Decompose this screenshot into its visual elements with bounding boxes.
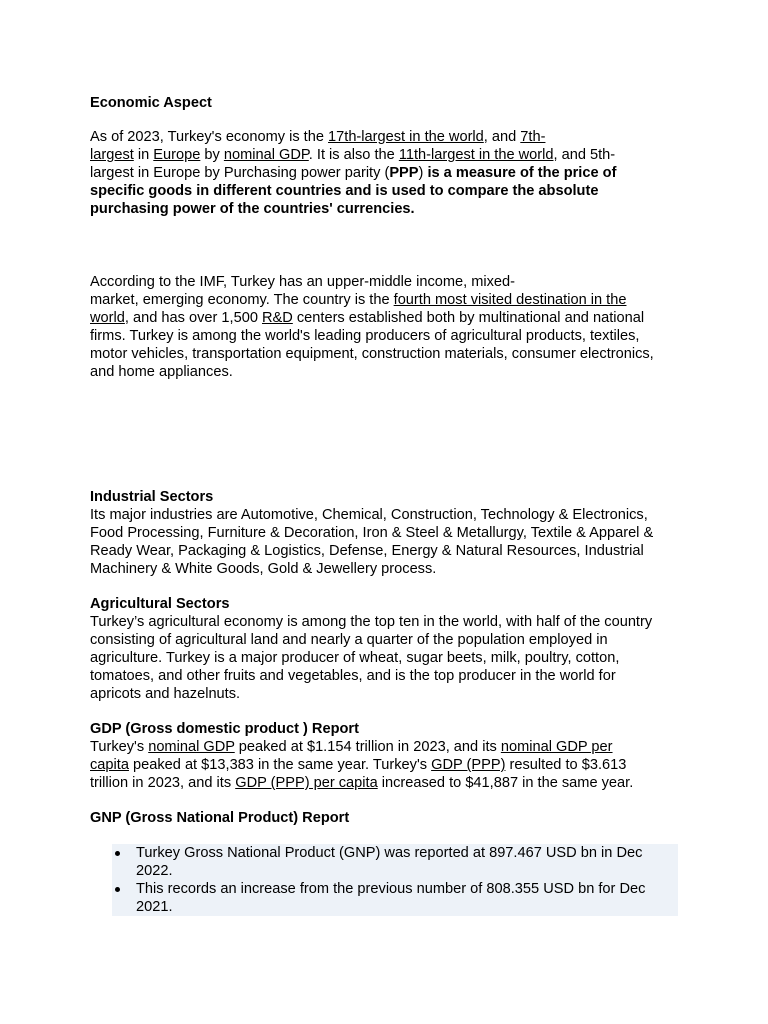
text: resulted to $3.613 (505, 757, 627, 773)
gnp-bullet-list (112, 844, 678, 916)
link-17th-largest[interactable]: 17th-largest in the world (328, 129, 484, 145)
text: . It is also the (308, 147, 399, 163)
heading-agricultural-sectors: Agricultural Sectors (90, 596, 230, 612)
text-line: Turkey Gross National Product (GNP) was reported at 897.467 USD bn in Dec (136, 845, 643, 861)
text-line: 2022. (136, 863, 173, 879)
text-line: motor vehicles, transportation equipment, construction materials, consumer electronics, (90, 346, 654, 362)
text: increased to $41,887 in the same year. (377, 775, 634, 791)
section-gdp-report (90, 720, 680, 792)
text-line: Its major industries are Automotive, Chemical, Construction, Technology & Electronics, (90, 507, 648, 523)
text-line: This records an increase from the previous number of 808.355 USD bn for Dec (136, 881, 646, 897)
text: market, emerging economy. The country is the (90, 292, 394, 308)
link-gdp-ppp-per-capita[interactable]: GDP (PPP) per capita (235, 775, 378, 791)
text-line: tomatoes, and other fruits and vegetables, and is the top producer in the world for (90, 668, 616, 684)
bold-text: specific goods in different countries and is used to compare the absolute (90, 183, 599, 199)
text-line: Machinery & White Goods, Gold & Jewellery process. (90, 561, 437, 577)
heading-gdp-report: GDP (Gross domestic product ) Report (90, 721, 359, 737)
text-line: According to the IMF, Turkey has an upper-middle income, mixed- (90, 274, 516, 290)
link-europe[interactable]: Europe (153, 147, 201, 163)
link-nominal-gdp-per-capita-part1[interactable]: nominal GDP per (500, 739, 613, 755)
text-line: firms. Turkey is among the world's leading producers of agricultural products, textiles, (90, 328, 640, 344)
link-nominal-gdp[interactable]: nominal GDP (148, 739, 235, 755)
text: trillion in 2023, and its (90, 775, 236, 791)
text: Turkey's (90, 739, 149, 755)
text: centers established both by multinational and national (292, 310, 645, 326)
heading-gnp-report: GNP (Gross National Product) Report (90, 810, 350, 826)
bold-text: purchasing power of the countries' currencies. (90, 201, 415, 217)
link-rnd[interactable]: R&D (262, 310, 293, 326)
link-7th-largest-part1[interactable]: 7th- (520, 129, 546, 145)
text: , and (483, 129, 521, 145)
bold-ppp: PPP (389, 165, 419, 181)
text: peaked at $1.154 trillion in 2023, and its (234, 739, 501, 755)
text-line: Food Processing, Furniture & Decoration, Iron & Steel & Metallurgy, Textile & Apparel & (90, 525, 654, 541)
text-line: apricots and hazelnuts. (90, 686, 241, 702)
link-7th-largest-part2[interactable]: largest (90, 147, 134, 163)
text: in (133, 147, 154, 163)
bullet-icon (115, 887, 120, 892)
link-fourth-most-visited-part1[interactable]: fourth most visited destination in the (393, 292, 627, 308)
text: by (200, 147, 224, 163)
text-line: Ready Wear, Packaging & Logistics, Defense, Energy & Natural Resources, Industrial (90, 543, 644, 559)
text-line: 2021. (136, 899, 173, 915)
text-line: Turkey’s agricultural economy is among the top ten in the world, with half of the country (90, 614, 653, 630)
text: , and has over 1,500 (124, 310, 262, 326)
link-nominal-gdp-per-capita-part2[interactable]: capita (90, 757, 129, 773)
list-item (112, 880, 678, 916)
bold-text: is a measure of the price of (427, 165, 617, 181)
text: largest in Europe by Purchasing power parity ( (90, 165, 390, 181)
link-nominal-gdp[interactable]: nominal GDP (223, 147, 309, 163)
section-industrial-sectors (90, 488, 680, 578)
gnp-highlight-box (112, 844, 678, 916)
paragraph-economy-ranking (90, 128, 680, 218)
list-item (112, 844, 678, 880)
text-line: consisting of agricultural land and nearly a quarter of the population employed in (90, 632, 608, 648)
link-11th-largest[interactable]: 11th-largest in the world (398, 147, 554, 163)
paragraph-imf (90, 273, 680, 381)
text: As of 2023, Turkey's economy is the (90, 129, 329, 145)
text: peaked at $13,383 in the same year. Turkey's (128, 757, 432, 773)
text: ) (418, 165, 428, 181)
link-fourth-most-visited-part2[interactable]: world (90, 310, 125, 326)
text-line: agriculture. Turkey is a major producer of wheat, sugar beets, milk, poultry, cotton, (90, 650, 620, 666)
text: , and 5th- (553, 147, 616, 163)
heading-economic-aspect: Economic Aspect (90, 95, 212, 111)
bullet-icon (115, 851, 120, 856)
heading-industrial-sectors: Industrial Sectors (90, 489, 214, 505)
link-gdp-ppp[interactable]: GDP (PPP) (431, 757, 506, 773)
section-agricultural-sectors (90, 595, 680, 703)
text-line: and home appliances. (90, 364, 233, 380)
